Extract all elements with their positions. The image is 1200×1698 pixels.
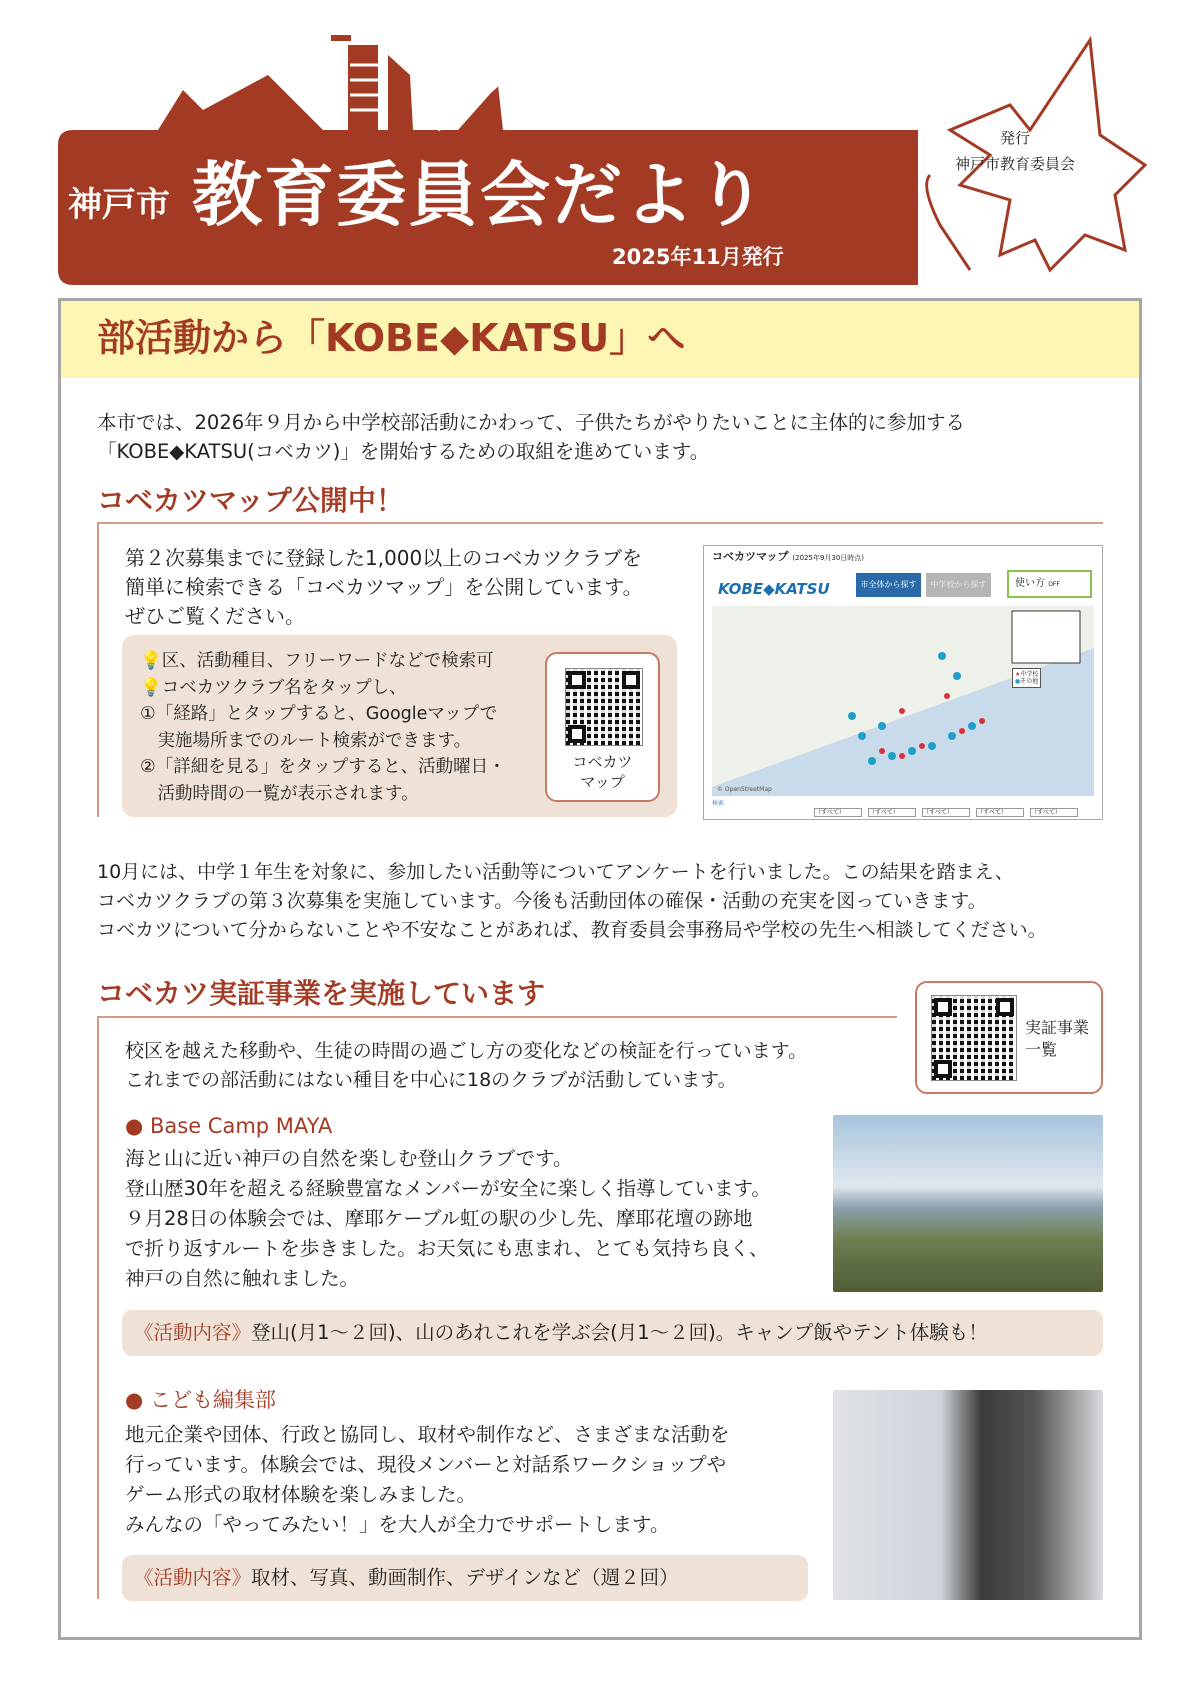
- tip-text: 区、活動種目、フリーワードなどで検索可: [161, 651, 494, 671]
- map-area: [712, 606, 1094, 796]
- text-line: 神戸の自然に触れました。: [125, 1267, 360, 1290]
- qr-label-line: マップ: [580, 773, 625, 791]
- qr-code[interactable]: [931, 995, 1017, 1081]
- club-name: ● こども編集部: [125, 1388, 276, 1412]
- publisher-block: [940, 125, 1090, 177]
- qr-code[interactable]: [565, 668, 643, 746]
- map-date: (2025年9月30日時点): [792, 554, 865, 562]
- filter: （すべて）: [814, 808, 862, 817]
- kobekatsu-logo: KOBE◆KATSU: [718, 580, 830, 598]
- club-description: [125, 1144, 771, 1294]
- issue-date: 2025年11月発行: [612, 245, 784, 269]
- off-label: OFF: [1048, 581, 1060, 588]
- text-line: コベカツクラブの第３次募集を実施しています。今後も活動団体の確保・活動の充実を図っていきます。: [97, 890, 987, 912]
- filter: （すべて）: [976, 808, 1024, 817]
- tips-list: [140, 648, 506, 807]
- divider: [97, 1016, 897, 1018]
- camera-photo: [833, 1390, 1103, 1600]
- kobekatsu-map-screenshot: [703, 545, 1103, 820]
- lightbulb-icon: 💡: [140, 651, 162, 671]
- qr-label-line: 実証事業: [1025, 1018, 1090, 1037]
- activity-label: 《活動内容》: [134, 1566, 252, 1589]
- qr-label-line: コベカツ: [572, 753, 633, 771]
- tip-item: [140, 648, 506, 675]
- divider: [97, 522, 1103, 524]
- tip-text: コベカツクラブ名をタップし、: [161, 677, 407, 698]
- tip-item: [140, 675, 506, 702]
- text-line: 10月には、中学１年生を対象に、参加したい活動等についてアンケートを行いました。この結果を踏まえ、: [97, 861, 1014, 883]
- map-legend: ★中学校 ●その他: [1012, 668, 1041, 688]
- qr-label: [1025, 1017, 1089, 1061]
- activity-text: 登山(月1～２回)、山のあれこれを学ぶ会(月1～２回)。キャンプ飯やテント体験も！: [251, 1321, 988, 1344]
- text-line: これまでの部活動にはない種目を中心に18のクラブが活動しています。: [125, 1069, 737, 1091]
- pilot-heading: コベカツ実証事業を実施しています: [97, 977, 546, 1010]
- pilot-qr-card[interactable]: [915, 981, 1103, 1094]
- activity-bar: [122, 1310, 1103, 1356]
- activity-bar: [122, 1555, 808, 1601]
- text-line: 第２次募集までに登録した1,000以上のコベカツクラブを: [125, 546, 643, 570]
- activity-text: 取材、写真、動画制作、デザインなど（週２回）: [251, 1566, 679, 1589]
- map-search-label: 検索: [712, 800, 725, 807]
- header-city: 神戸市: [68, 185, 170, 225]
- search-school-button: 中学校から探す: [926, 573, 991, 597]
- club-description: [125, 1420, 730, 1540]
- filter: （すべて）: [1030, 808, 1078, 817]
- tip-text: 実施場所までのルート検索ができます。: [140, 730, 472, 751]
- text-line: 地元企業や団体、行政と協同し、取材や制作など、さまざまな活動を: [125, 1423, 730, 1446]
- text-line: 登山歴30年を超える経験豊富なメンバーが安全に楽しく指導しています。: [125, 1177, 771, 1200]
- howto-label: 使い方: [1015, 578, 1045, 589]
- text-line: ぜひご覧ください。: [125, 604, 305, 628]
- text-line: 行っています。体験会では、現役メンバーと対話系ワークショップや: [125, 1453, 727, 1476]
- activity-label: 《活動内容》: [134, 1321, 252, 1344]
- search-city-button: 市全体から探す: [856, 573, 921, 597]
- tip-text: ①「経路」とタップすると、Googleマップで: [140, 704, 498, 724]
- qr-label: [547, 752, 658, 792]
- qr-label-line: 一覧: [1025, 1040, 1058, 1059]
- survey-paragraph: [97, 858, 1047, 945]
- publisher-label: 発行: [999, 129, 1030, 147]
- map-title: コベカツマップ: [712, 550, 789, 563]
- text-line: で折り返すルートを歩きました。お天気にも恵まれ、とても気持ち良く、: [125, 1237, 769, 1260]
- lightbulb-icon: 💡: [140, 677, 162, 698]
- tip-text: ②「詳細を見る」をタップすると、活動曜日・: [140, 757, 506, 777]
- section-title: 部活動から「KOBE◆KATSU」へ: [97, 316, 686, 360]
- intro-line: 本市では、2026年９月から中学校部活動にかわって、子供たちがやりたいことに主体的に参加する: [97, 411, 966, 434]
- filter: （すべて）: [922, 808, 970, 817]
- intro-line: 「KOBE◆KATSU(コベカツ)」を開始するための取組を進めています。: [97, 440, 710, 463]
- text-line: ９月28日の体験会では、摩耶ケーブル虹の駅の少し先、摩耶花壇の跡地: [125, 1207, 753, 1230]
- newsletter-title: 教育委員会だより: [192, 154, 768, 236]
- publisher-name: 神戸市教育委員会: [954, 155, 1075, 173]
- hiking-photo: [833, 1115, 1103, 1292]
- text-line: コベカツについて分からないことや不安なことがあれば、教育委員会事務局や学校の先生へ相談してください。: [97, 919, 1047, 941]
- map-filters: [814, 808, 1078, 817]
- map-qr-card[interactable]: [545, 652, 660, 802]
- divider: [97, 522, 99, 817]
- filter: （すべて）: [868, 808, 916, 817]
- text-line: みんなの「やってみたい！」を大人が全力でサポートします。: [125, 1513, 670, 1536]
- text-line: ゲーム形式の取材体験を楽しみました。: [125, 1483, 477, 1506]
- club-name: ● Base Camp MAYA: [125, 1114, 333, 1138]
- text-line: 海と山に近い神戸の自然を楽しむ登山クラブです。: [125, 1147, 573, 1170]
- legend-school: 中学校: [1020, 671, 1039, 678]
- divider: [97, 1016, 99, 1599]
- map-description: [125, 544, 643, 631]
- intro-paragraph: [97, 408, 965, 466]
- pilot-description: [125, 1037, 807, 1095]
- text-line: 簡単に検索できる「コベカツマップ」を公開しています。: [125, 575, 643, 599]
- tip-text: 活動時間の一覧が表示されます。: [140, 783, 419, 804]
- text-line: 校区を越えた移動や、生徒の時間の過ごし方の変化などの検証を行っています。: [125, 1040, 808, 1062]
- map-heading: コベカツマップ公開中！: [97, 484, 404, 517]
- legend-other: その他: [1020, 678, 1039, 686]
- osm-credit: © OpenStreetMap: [717, 786, 772, 793]
- map-markers: [712, 606, 1094, 796]
